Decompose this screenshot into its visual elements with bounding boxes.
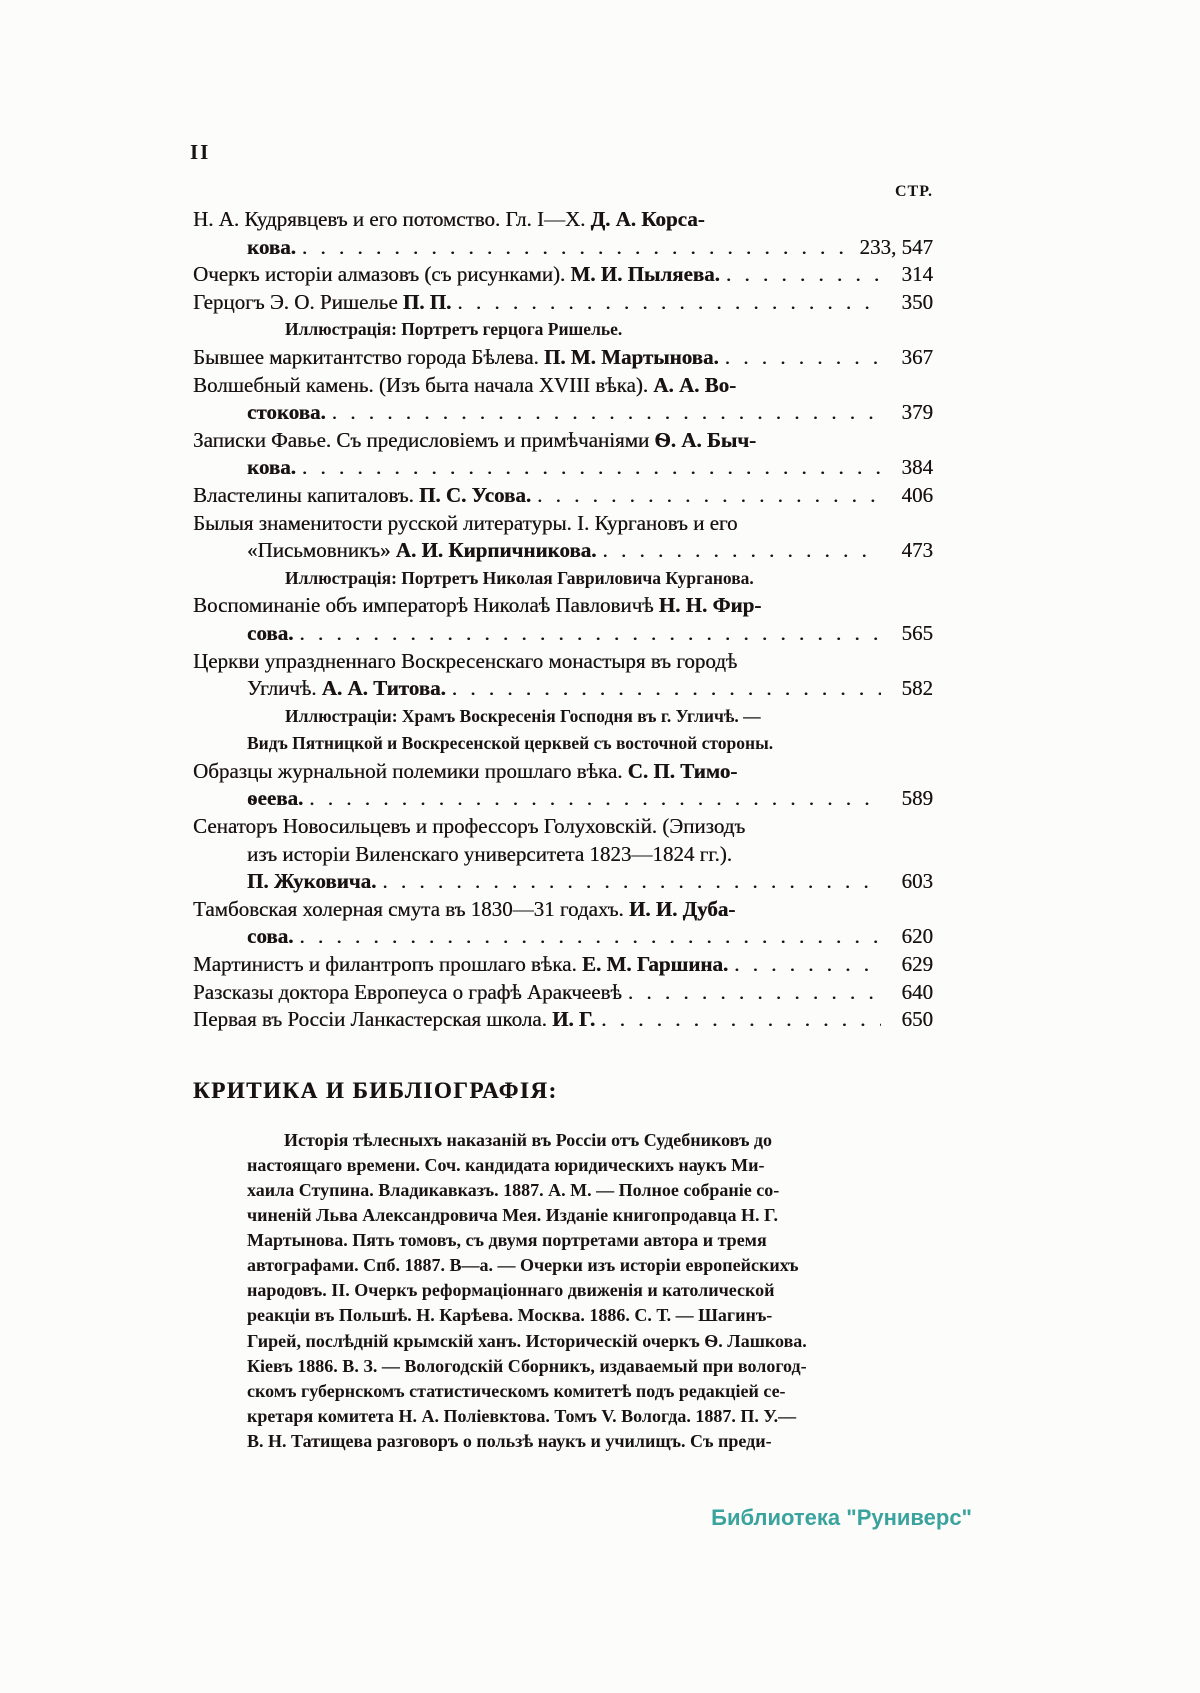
leader-dots: [601, 1006, 881, 1034]
toc-entry-line: [193, 648, 933, 676]
toc-entry-line: [193, 206, 933, 234]
toc-entry-text: Первая въ Россіи Ланкастерская школа.: [193, 1007, 553, 1032]
toc-entry-text: Угличѣ.: [247, 676, 322, 701]
toc-author-name: А. А. Во-: [653, 372, 737, 397]
toc-author-name: А. И. Кирпичникова.: [395, 538, 597, 563]
bibliography-line: В. Н. Татищева разговоръ о пользѣ наукъ и училищъ. Съ преди-: [247, 1430, 772, 1451]
bibliography-line: Гирей, послѣдній крымскій ханъ. Историческій очеркъ Ѳ. Лашкова.: [247, 1330, 807, 1351]
toc-illustration-note: [193, 703, 933, 731]
bibliography-line: настоящаго времени. Соч. кандидата юридическихъ наукъ Ми-: [247, 1154, 765, 1175]
toc-entry-line: [193, 537, 933, 565]
toc-page-number: 473: [901, 538, 933, 563]
toc-author-name: Ѳ. А. Быч-: [654, 427, 757, 452]
leader-dots: [309, 785, 881, 813]
bibliography-line: реакціи въ Польшѣ. Н. Карѣева. Москва. 1886. С. Т. — Шагинъ-: [247, 1305, 773, 1326]
page-content: [193, 183, 933, 1454]
toc-entry-line: [193, 399, 933, 427]
toc-page-number: 629: [901, 952, 933, 977]
toc-page-number: 314: [901, 262, 933, 287]
toc-entry-text: изъ исторіи Виленскаго университета 1823—1824 гг.).: [247, 841, 732, 866]
toc-author-name: Н. Н. Фир-: [658, 593, 762, 618]
toc-entry-text: Очеркъ исторіи алмазовъ (съ рисунками).: [193, 262, 571, 287]
toc-page-number: 406: [901, 482, 933, 507]
leader-dots: [332, 399, 881, 427]
toc-entry-text: Бывшее маркитантство города Бѣлева.: [193, 344, 544, 369]
toc-entry-line: [193, 896, 933, 924]
bibliography-line: автографами. Спб. 1887. В—а. — Очерки изъ исторіи европейскихъ: [247, 1255, 799, 1276]
toc-page-number: 379: [901, 400, 933, 425]
leader-dots: [302, 454, 881, 482]
toc-entry-line: [193, 841, 933, 869]
toc-entry-text: Н. А. Кудрявцевъ и его потомство. Гл. I—X.: [193, 207, 591, 231]
leader-dots: [734, 951, 881, 979]
toc-entry-line: [193, 592, 933, 620]
toc-author-name: сова.: [247, 924, 294, 949]
toc-entry-line: [193, 620, 933, 648]
leader-dots: [628, 979, 881, 1007]
toc-entry-text: Мартинистъ и филантропъ прошлаго вѣка.: [193, 952, 582, 977]
toc-illustration-note: [193, 730, 933, 758]
leader-dots: [726, 261, 881, 289]
page-column-header: СТР.: [895, 183, 933, 200]
bibliography-line: Кіевъ 1886. В. З. — Вологодскій Сборникъ, издаваемый при вологод-: [247, 1355, 807, 1376]
table-of-contents: [193, 206, 933, 1034]
toc-author-name: П. Жуковича.: [247, 869, 377, 894]
toc-entry-text: Разсказы доктора Европеуса о графѣ Аракчеевѣ: [193, 979, 622, 1004]
toc-entry-text: Церкви упраздненнаго Воскресенскаго монастыря въ городѣ: [193, 648, 738, 673]
bibliography-line: хаила Ступина. Владикавказъ. 1887. А. М. — Полное собраніе со-: [247, 1180, 780, 1200]
toc-author-name: П. П.: [402, 289, 452, 314]
toc-entry-text: «Письмовникъ»: [247, 538, 396, 563]
toc-author-name: Д. А. Корса-: [590, 207, 705, 231]
toc-author-name: И. И. Дуба-: [628, 896, 736, 921]
toc-illustration-note: [193, 565, 933, 593]
toc-entry-line: [193, 758, 933, 786]
toc-entry-text: Сенаторъ Новосильцевъ и профессоръ Голуховскій. (Эпизодъ: [193, 814, 746, 839]
toc-entry-text: Герцогъ Э. О. Ришелье: [193, 289, 403, 314]
toc-author-name: сова.: [247, 620, 294, 645]
bibliography-line: кретаря комитета Н. А. Поліевктова. Томъ V. Вологда. 1887. П. У.—: [247, 1405, 797, 1426]
leader-dots: [302, 234, 852, 262]
toc-author-name: С. П. Тимо-: [627, 758, 738, 783]
toc-entry-line: [193, 289, 933, 317]
toc-entry-line: [193, 510, 933, 538]
bibliography-line: Исторія тѣлесныхъ наказаній въ Россіи отъ Судебниковъ до: [284, 1129, 773, 1150]
toc-author-name: Иллюстраціи: Храмъ Воскресенія Господня въ г. Угличѣ. —: [285, 705, 761, 726]
toc-entry-text: Властелины капиталовъ.: [193, 482, 420, 507]
leader-dots: [537, 482, 881, 510]
criticism-section-heading: КРИТИКА И БИБЛІОГРАФІЯ:: [193, 1077, 558, 1103]
bibliography-paragraph: [247, 1128, 933, 1454]
toc-page-number: 565: [901, 620, 933, 645]
toc-entry-text: Былыя знаменитости русской литературы. I. Кургановъ и его: [193, 510, 738, 535]
toc-author-name: Иллюстрація: Портретъ Николая Гавриловича Курганова.: [285, 567, 754, 588]
toc-author-name: М. И. Пыляева.: [570, 262, 720, 287]
library-watermark: Библиотека "Руниверс": [711, 1505, 972, 1530]
toc-entry-line: [193, 979, 933, 1007]
leader-dots: [602, 537, 881, 565]
bibliography-line: скомъ губернскомъ статистическомъ комитетѣ подъ редакціей се-: [247, 1380, 786, 1401]
toc-page-number: 350: [901, 289, 933, 314]
toc-entry-line: [193, 923, 933, 951]
bibliography-line: Мартынова. Пять томовъ, съ двумя портретами автора и тремя: [247, 1230, 767, 1251]
leader-dots: [382, 868, 881, 896]
toc-page-number: 233, 547: [859, 234, 933, 259]
toc-author-name: Видъ Пятницкой и Воскресенской церквей съ восточной стороны.: [247, 733, 774, 754]
toc-entry-line: [193, 234, 933, 262]
toc-author-name: И. Г.: [552, 1007, 596, 1032]
page-folio-number: II: [190, 140, 211, 164]
toc-entry-text: Воспоминаніе объ императорѣ Николаѣ Павловичѣ: [193, 593, 659, 618]
toc-entry-line: [193, 344, 933, 372]
toc-entry-line: [193, 1006, 933, 1034]
toc-entry-line: [193, 261, 933, 289]
toc-entry-line: [193, 813, 933, 841]
toc-entry-line: [193, 675, 933, 703]
toc-entry-text: Образцы журнальной полемики прошлаго вѣка.: [193, 758, 628, 783]
toc-page-number: 367: [901, 344, 933, 369]
leader-dots: [299, 620, 881, 648]
toc-entry-line: [193, 951, 933, 979]
toc-author-name: кова.: [247, 455, 296, 480]
toc-author-name: Е. М. Гаршина.: [581, 952, 729, 977]
toc-author-name: П. С. Усова.: [419, 482, 532, 507]
leader-dots: [725, 344, 881, 372]
toc-entry-line: [193, 868, 933, 896]
toc-page-number: 384: [901, 455, 933, 480]
toc-entry-text: Тамбовская холерная смута въ 1830—31 годахъ.: [193, 896, 629, 921]
toc-page-number: 640: [901, 979, 933, 1004]
toc-author-name: Иллюстрація: Портретъ герцога Ришелье.: [285, 319, 623, 340]
toc-page-number: 620: [901, 924, 933, 949]
bibliography-line: чиненій Льва Александровича Мея. Изданіе книгопродавца Н. Г.: [247, 1205, 778, 1226]
toc-entry-text: Волшебный камень. (Изъ быта начала XVIII вѣка).: [193, 372, 654, 397]
toc-entry-line: [193, 427, 933, 455]
toc-author-name: А. А. Титова.: [321, 676, 446, 701]
toc-entry-line: [193, 372, 933, 400]
bibliography-line: народовъ. II. Очеркъ реформаціоннаго движенія и католической: [247, 1280, 775, 1301]
toc-entry-line: [193, 482, 933, 510]
toc-author-name: кова.: [247, 234, 296, 259]
toc-entry-line: [193, 454, 933, 482]
leader-dots: [299, 923, 881, 951]
toc-author-name: П. М. Мартынова.: [543, 344, 719, 369]
toc-author-name: ѳеева.: [247, 786, 304, 811]
toc-page-number: 582: [901, 676, 933, 701]
toc-page-number: 650: [901, 1007, 933, 1032]
leader-dots: [457, 289, 881, 317]
toc-page-number: 589: [901, 786, 933, 811]
toc-entry-text: Записки Фавье. Съ предисловіемъ и примѣчаніями: [193, 427, 655, 452]
leader-dots: [452, 675, 881, 703]
toc-entry-line: [193, 785, 933, 813]
toc-illustration-note: [193, 316, 933, 344]
toc-author-name: стокова.: [247, 400, 326, 425]
toc-page-number: 603: [901, 869, 933, 894]
